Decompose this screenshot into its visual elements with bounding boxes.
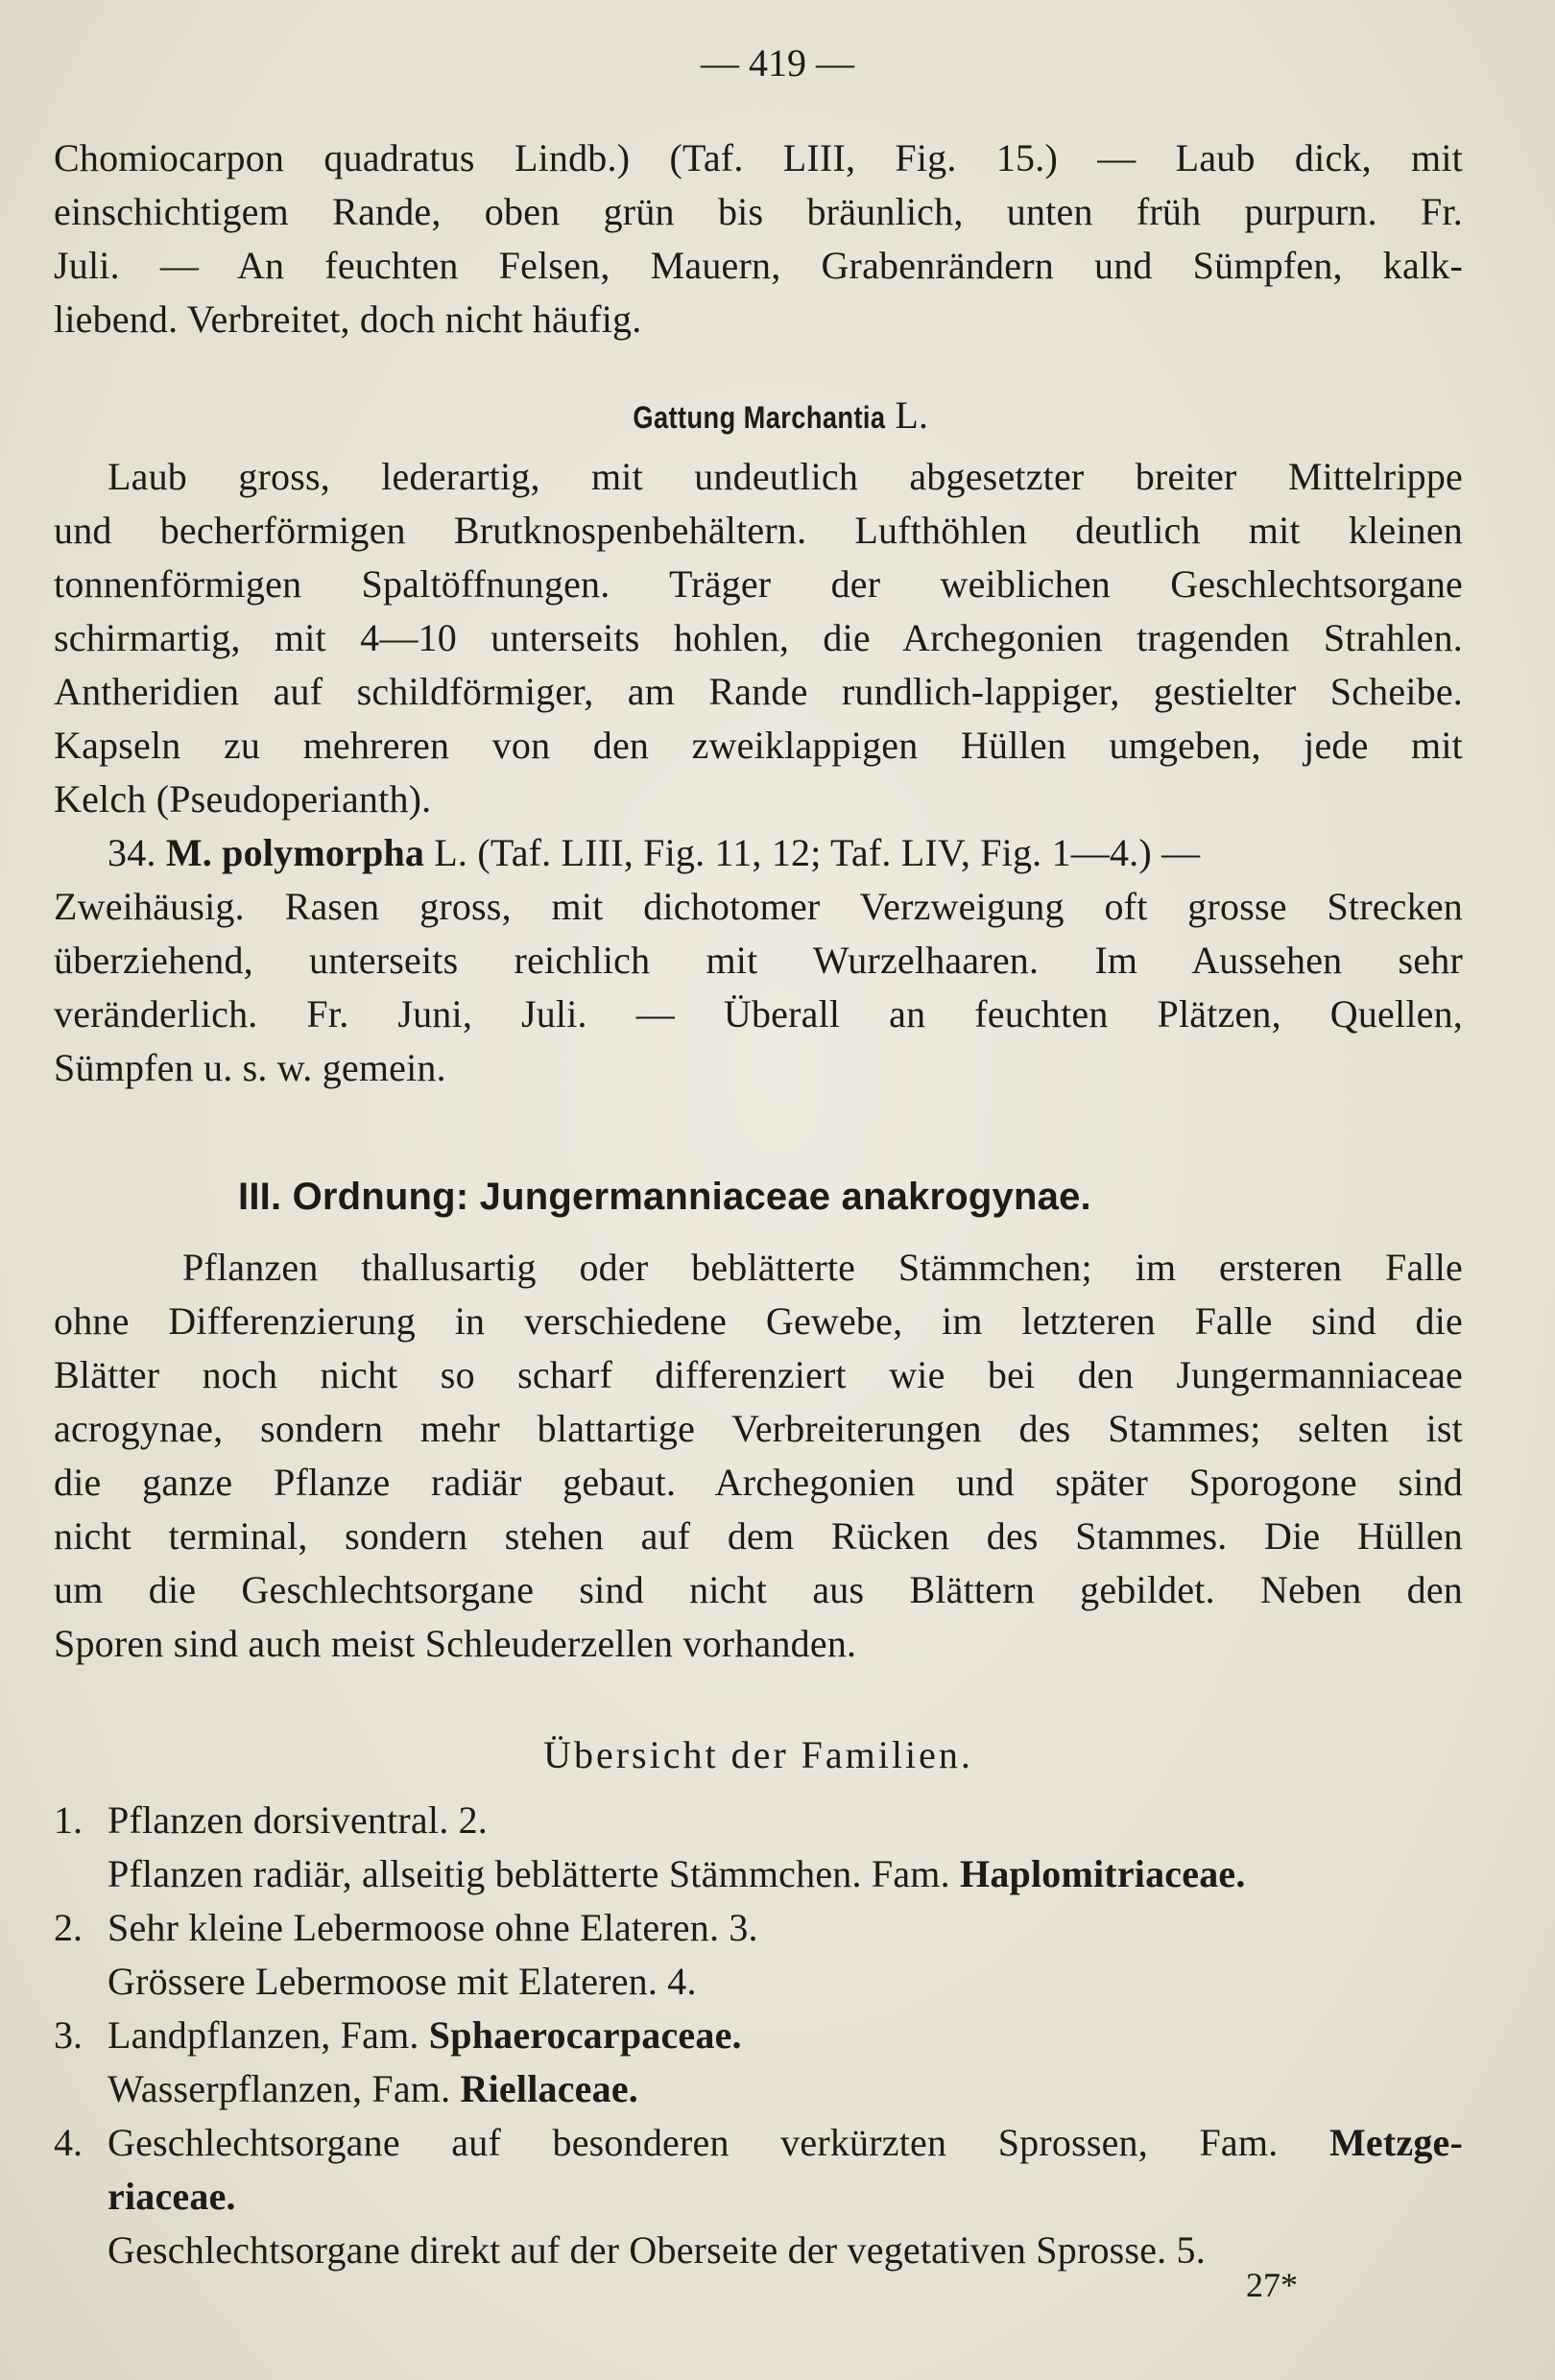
species-number: 34. bbox=[108, 831, 156, 874]
description-line: Kapseln zu mehreren von den zweiklappigen Hüllen umgeben, jede mit bbox=[54, 724, 1463, 767]
key-number: 4. bbox=[54, 2121, 83, 2164]
order-line: nicht terminal, sondern stehen auf dem Rücken des Stammes. Die Hüllen bbox=[54, 1514, 1463, 1558]
key-line: Pflanzen radiär, allseitig beblätterte Stämmchen. Fam. Haplomitriaceae. bbox=[108, 1852, 1246, 1895]
key-line: Geschlechtsorgane direkt auf der Oberseite der vegetativen Sprosse. 5. bbox=[108, 2228, 1206, 2272]
key-line: Geschlechtsorgane auf besonderen verkürzten Sprossen, Fam. Metzge- bbox=[108, 2121, 1463, 2164]
entry-line: Chomiocarpon quadratus Lindb.) (Taf. LIII, Fig. 15.) — Laub dick, mit bbox=[54, 136, 1463, 179]
description-line: tonnenförmigen Spaltöffnungen. Träger der weiblichen Geschlechtsorgane bbox=[54, 562, 1463, 606]
description-line: schirmartig, mit 4—10 unterseits hohlen, die Archegonien tragenden Strahlen. bbox=[54, 616, 1463, 659]
entry-line: einschichtigem Rande, oben grün bis bräunlich, unten früh purpurn. Fr. bbox=[54, 190, 1463, 233]
description-line: Laub gross, lederartig, mit undeutlich abgesetzter breiter Mittelrippe bbox=[108, 455, 1463, 498]
species-line: Zweihäusig. Rasen gross, mit dichotomer Verzweigung oft grosse Strecken bbox=[54, 885, 1463, 928]
genus-name: Gattung Marchantia bbox=[633, 400, 886, 435]
species-reference: L. (Taf. LIII, Fig. 11, 12; Taf. LIV, Fig. 1—4.) — bbox=[424, 831, 1201, 874]
species-line: veränderlich. Fr. Juni, Juli. — Überall an feuchten Plätzen, Quellen, bbox=[54, 992, 1463, 1035]
description-line: Antheridien auf schildförmiger, am Rande rundlich-lappiger, gestielter Scheibe. bbox=[54, 670, 1463, 713]
key-number: 1. bbox=[54, 1798, 83, 1842]
key-title: Übersicht der Familien. bbox=[543, 1733, 973, 1776]
key-number: 2. bbox=[54, 1906, 83, 1949]
order-line: Sporen sind auch meist Schleuderzellen vorhanden. bbox=[54, 1622, 857, 1665]
key-line: Wasserpflanzen, Fam. Riellaceae. bbox=[108, 2067, 638, 2110]
order-line: Pflanzen thallusartig oder beblätterte Stämmchen; im ersteren Falle bbox=[182, 1246, 1463, 1289]
key-line: Pflanzen dorsiventral. 2. bbox=[108, 1798, 488, 1842]
key-number: 3. bbox=[54, 2013, 83, 2057]
species-name: M. polymorpha bbox=[165, 831, 425, 874]
order-line: ohne Differenzierung in verschiedene Gewebe, im letzteren Falle sind die bbox=[54, 1299, 1463, 1343]
species-header bbox=[108, 829, 1463, 877]
entry-line: liebend. Verbreitet, doch nicht häufig. bbox=[54, 298, 642, 341]
key-line: Landpflanzen, Fam. Sphaerocarpaceae. bbox=[108, 2013, 742, 2057]
page-number: — 419 — bbox=[701, 41, 854, 84]
key-line: riaceae. bbox=[108, 2175, 236, 2218]
order-heading: III. Ordnung: Jungermanniaceae anakrogynae. bbox=[238, 1176, 1091, 1218]
entry-line: Juli. — An feuchten Felsen, Mauern, Grabenrändern und Sümpfen, kalk- bbox=[54, 244, 1463, 287]
order-line: die ganze Pflanze radiär gebaut. Archegonien und später Sporogone sind bbox=[54, 1461, 1463, 1504]
description-line: und becherförmigen Brutknospenbehältern. Lufthöhlen deutlich mit kleinen bbox=[54, 509, 1463, 552]
key-line: Grössere Lebermoose mit Elateren. 4. bbox=[108, 1960, 697, 2003]
order-line: um die Geschlechtsorgane sind nicht aus Blättern gebildet. Neben den bbox=[54, 1568, 1463, 1611]
species-line: überziehend, unterseits reichlich mit Wurzelhaaren. Im Aussehen sehr bbox=[54, 939, 1463, 982]
genus-author: L. bbox=[895, 393, 929, 437]
order-line: Blätter noch nicht so scharf differenziert wie bei den Jungermanniaceae bbox=[54, 1353, 1463, 1396]
order-line: acrogynae, sondern mehr blattartige Verbreiterungen des Stammes; selten ist bbox=[54, 1407, 1463, 1450]
genus-heading bbox=[54, 392, 1463, 441]
key-line: Sehr kleine Lebermoose ohne Elateren. 3. bbox=[108, 1906, 758, 1949]
species-line: Sümpfen u. s. w. gemein. bbox=[54, 1046, 446, 1089]
signature-mark: 27* bbox=[1246, 2266, 1298, 2304]
description-line: Kelch (Pseudoperianth). bbox=[54, 777, 432, 821]
